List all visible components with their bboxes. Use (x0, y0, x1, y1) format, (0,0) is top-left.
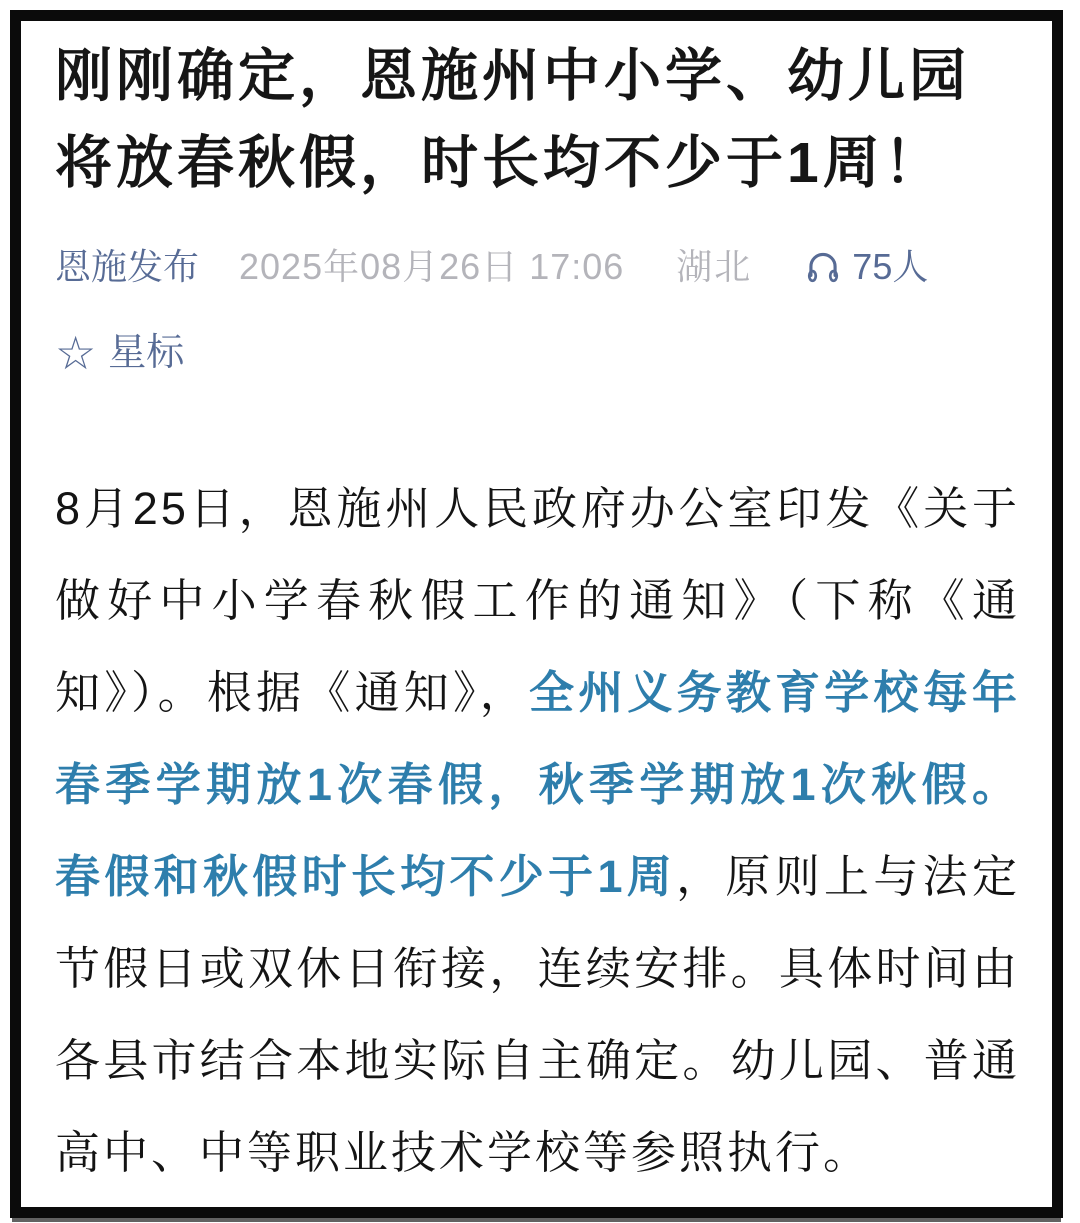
star-icon: ☆ (55, 326, 97, 380)
account-name-link[interactable]: 恩施发布 (55, 246, 200, 287)
meta-row (55, 245, 1020, 289)
publish-location: 湖北 (676, 246, 753, 287)
article-title-line2: 将放春秋假，时长均不少于1周！ (55, 131, 945, 195)
body-segment-highlight: 全州义务教育学校每年春季学期放1次春假，秋季学期放1次秋假。春假和秋假时长均不少于1周 (55, 667, 1020, 902)
article-body (55, 463, 1020, 1199)
star-button[interactable] (55, 326, 185, 380)
body-segment-1: 8月25日，恩施州人民政府办公室印发《关于做好中小学春秋假工作的通知》（下称《通知》）。根据《通知》， (55, 483, 1020, 718)
body-segment-2: ，原则上与法定节假日或双休日衔接，连续安排。具体时间由各县市结合本地实际自主确定。幼儿园、普通高中、中等职业技术学校等参照执行。 (55, 851, 1020, 1178)
star-label: 星标 (108, 332, 185, 374)
publish-date: 2025年08月26日 17:06 (239, 246, 625, 287)
article-view (21, 21, 1052, 1207)
article-title (55, 33, 1020, 207)
article-title-line1: 刚刚确定，恩施州中小学、幼儿园 (55, 44, 970, 108)
headphone-icon (802, 246, 844, 288)
screenshot-border-frame (10, 10, 1063, 1218)
listen-audio-button[interactable] (802, 245, 928, 289)
listen-count: 75人 (852, 246, 929, 287)
